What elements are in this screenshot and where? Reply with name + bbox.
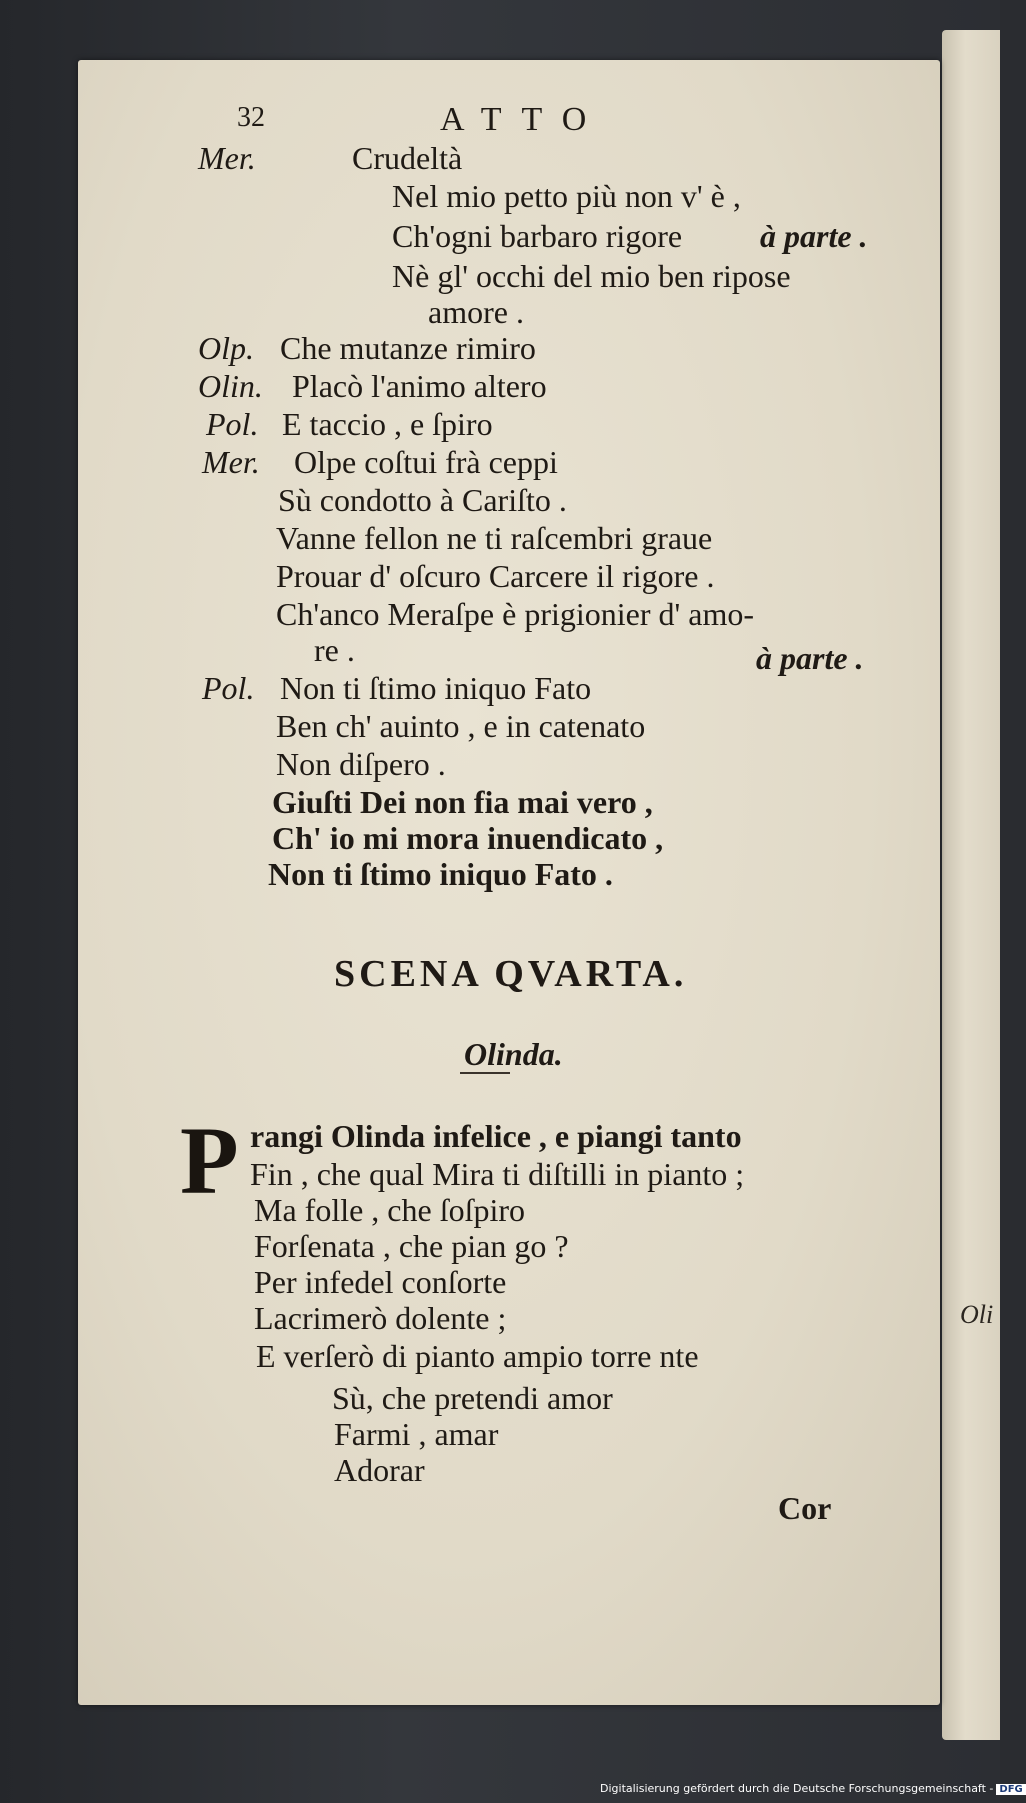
- footer-text: Digitalisierung gefördert durch die Deutsche Forschungsgemeinschaft -: [600, 1782, 994, 1795]
- verse-line: Olpe coſtui frà ceppi: [294, 444, 558, 480]
- stage-direction: à parte .: [756, 640, 864, 676]
- verse-line: re .: [314, 632, 355, 668]
- verse-line: Prouar d' oſcuro Carcere il rigore .: [276, 558, 715, 594]
- facing-page-fragment: Oli: [960, 1300, 994, 1329]
- dfg-logo: DFG: [996, 1784, 1025, 1795]
- verse-line: Ch'ogni barbaro rigore: [392, 218, 683, 254]
- speaker-label: Mer.: [202, 444, 260, 480]
- verse-line: Ch' io mi mora inuendicato ,: [272, 820, 664, 856]
- character-name: Olinda.: [464, 1036, 563, 1072]
- scene-title: SCENA QVARTA.: [334, 953, 688, 995]
- monologue-line: Ma folle , che ſoſpiro: [254, 1192, 526, 1228]
- verse-line: Placò l'animo altero: [292, 368, 547, 404]
- monologue-line: Per infedel conſorte: [254, 1264, 507, 1300]
- verse-line: Nel mio petto più non v' è ,: [392, 178, 741, 214]
- drop-cap: P: [180, 1107, 239, 1214]
- monologue-line: Sù, che pretendi amor: [332, 1380, 613, 1416]
- speaker-label: Pol.: [206, 406, 259, 442]
- stage-direction: à parte .: [760, 218, 868, 254]
- verse-line: Non diſpero .: [276, 746, 446, 782]
- facing-page-edge: [942, 30, 1000, 1740]
- running-title: ATTO: [440, 101, 607, 138]
- speaker-label: Mer.: [198, 140, 256, 176]
- underline-rule: [460, 1072, 510, 1074]
- verse-line: Crudeltà: [352, 140, 463, 176]
- monologue-line: Adorar: [334, 1452, 425, 1488]
- speaker-label: Olp.: [198, 330, 254, 366]
- verse-line: Nè gl' occhi del mio ben ripose: [392, 258, 791, 294]
- verse-line: Non ti ſtimo iniquo Fato .: [268, 856, 613, 892]
- verse-line: E taccio , e ſpiro: [282, 406, 493, 442]
- verse-line: Vanne fellon ne ti raſcembri graue: [276, 520, 713, 556]
- monologue-line: Farmi , amar: [334, 1416, 499, 1452]
- monologue-line: E verſerò di pianto ampio torre nte: [256, 1338, 699, 1374]
- page-number: 32: [237, 102, 265, 133]
- verse-line: Non ti ſtimo iniquo Fato: [280, 670, 592, 706]
- verse-line: Ben ch' auinto , e in catenato: [276, 708, 646, 744]
- verse-line: amore .: [428, 294, 524, 330]
- verse-line: Che mutanze rimiro: [280, 330, 536, 366]
- digitization-credit: [600, 1782, 1026, 1795]
- monologue-line: Lacrimerò dolente ;: [254, 1300, 507, 1336]
- monologue-line: Fin , che qual Mira ti diſtilli in pianto ;: [250, 1156, 745, 1192]
- monologue-line: Forſenata , che pian go ?: [254, 1228, 569, 1264]
- catchword: Cor: [778, 1490, 832, 1526]
- speaker-label: Olin.: [198, 368, 263, 404]
- verse-line: Giuſti Dei non fia mai vero ,: [272, 784, 653, 820]
- verse-line: Sù condotto à Cariſto .: [278, 482, 567, 518]
- verse-line: Ch'anco Meraſpe è prigionier d' amo-: [276, 596, 755, 632]
- monologue-line: rangi Olinda infelice , e piangi tanto: [250, 1118, 742, 1154]
- speaker-label: Pol.: [202, 670, 255, 706]
